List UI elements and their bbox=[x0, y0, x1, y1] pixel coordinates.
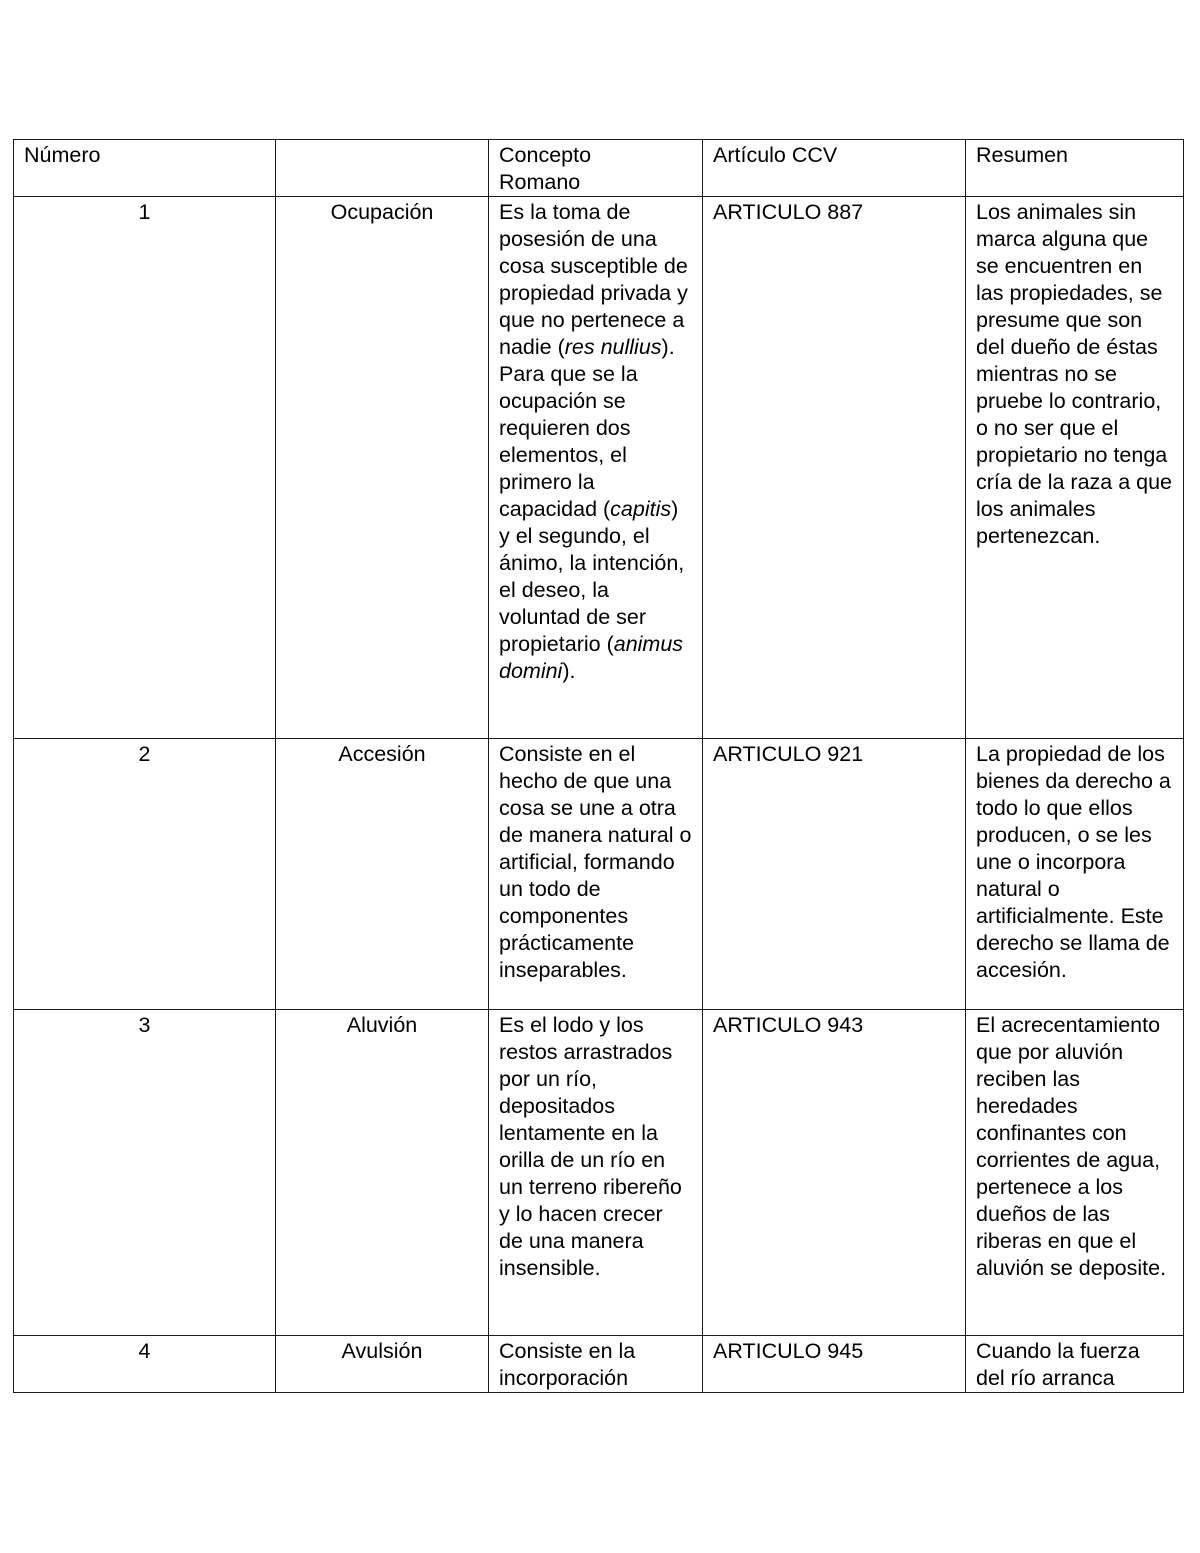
table-row bbox=[14, 739, 1184, 1010]
row-article: ARTICULO 943 bbox=[703, 1010, 966, 1336]
header-concepto-romano: Concepto Romano bbox=[489, 140, 703, 197]
row-concept-name: Aluvión bbox=[276, 1010, 489, 1336]
latin-term: capitis bbox=[610, 497, 672, 521]
row-concept-name: Accesión bbox=[276, 739, 489, 1010]
row-concept-name: Avulsión bbox=[276, 1336, 489, 1393]
table-row bbox=[14, 1336, 1184, 1393]
header-resumen: Resumen bbox=[966, 140, 1184, 197]
row-number: 3 bbox=[14, 1010, 276, 1336]
row-summary: La propiedad de los bienes da derecho a todo lo que ellos producen, o se les une o incorpora natural o artificialmente. Este derecho se llama de accesión. bbox=[966, 739, 1184, 1010]
row-article: ARTICULO 945 bbox=[703, 1336, 966, 1393]
latin-term: res nullius bbox=[564, 335, 662, 359]
row-concept-description: Es la toma de posesión de una cosa susceptible de propiedad privada y que no pertenece a nadie (res nullius). Para que se la ocupación se requieren dos elementos, el primero la capacidad (capitis) y el segundo, el ánimo, la intención, el deseo, la voluntad de ser propietario (animus domini). bbox=[489, 197, 703, 739]
row-number: 2 bbox=[14, 739, 276, 1010]
header-blank bbox=[276, 140, 489, 197]
row-summary: El acrecentamiento que por aluvión reciben las heredades confinantes con corrientes de agua, pertenece a los dueños de las riberas en que el aluvión se deposite. bbox=[966, 1010, 1184, 1336]
document-table bbox=[13, 139, 1184, 1393]
row-number: 1 bbox=[14, 197, 276, 739]
row-concept-name: Ocupación bbox=[276, 197, 489, 739]
table-row bbox=[14, 197, 1184, 739]
header-numero: Número bbox=[14, 140, 276, 197]
table-header-row bbox=[14, 140, 1184, 197]
row-concept-description: Consiste en el hecho de que una cosa se une a otra de manera natural o artificial, formando un todo de componentes prácticamente inseparables. bbox=[489, 739, 703, 1010]
row-concept-description: Consiste en la incorporación bbox=[489, 1336, 703, 1393]
row-article: ARTICULO 887 bbox=[703, 197, 966, 739]
row-concept-description: Es el lodo y los restos arrastrados por un río, depositados lentamente en la orilla de un río en un terreno ribereño y lo hacen crecer de una manera insensible. bbox=[489, 1010, 703, 1336]
table-row bbox=[14, 1010, 1184, 1336]
latin-term: animus domini bbox=[499, 632, 684, 683]
row-summary: Los animales sin marca alguna que se encuentren en las propiedades, se presume que son del dueño de éstas mientras no se pruebe lo contrario, o no ser que el propietario no tenga cría de la raza a que los animales pertenezcan. bbox=[966, 197, 1184, 739]
row-number: 4 bbox=[14, 1336, 276, 1393]
row-article: ARTICULO 921 bbox=[703, 739, 966, 1010]
header-articulo-ccv: Artículo CCV bbox=[703, 140, 966, 197]
row-summary: Cuando la fuerza del río arranca bbox=[966, 1336, 1184, 1393]
